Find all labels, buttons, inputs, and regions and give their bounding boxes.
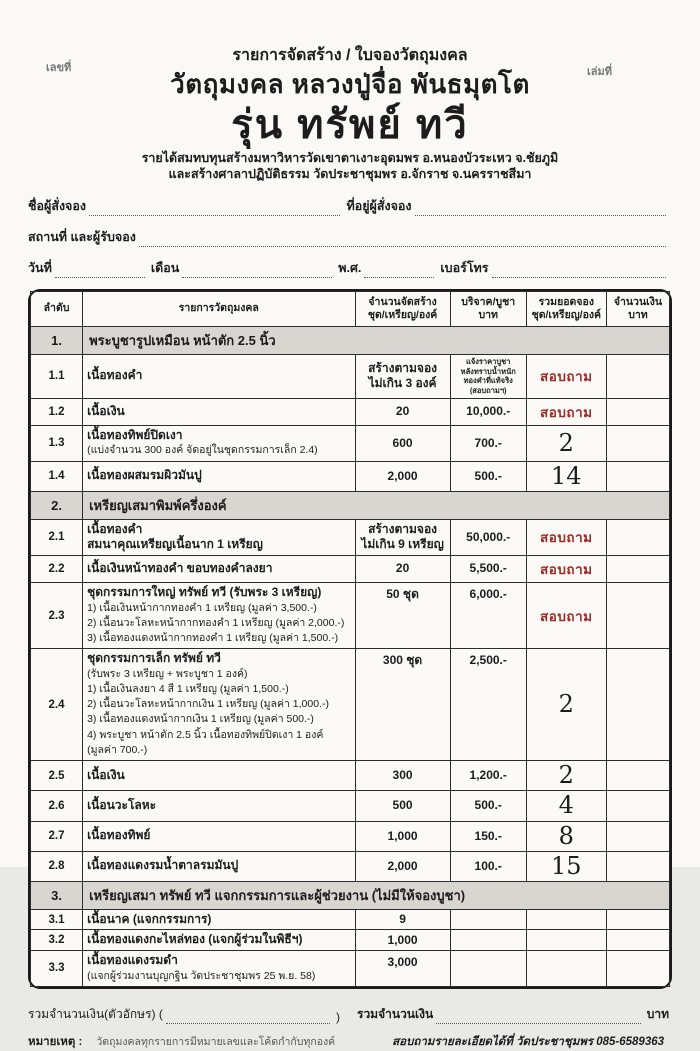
qty-cell: 1,000 xyxy=(355,930,450,951)
temple-title: วัตถุมงคล หลวงปู่จื่อ พันธมุตโต xyxy=(170,68,530,99)
orderer-info-block xyxy=(28,196,672,278)
item-cell: เนื้อทองผสมรมผิวมันปู xyxy=(83,461,355,491)
qty-cell: สร้างตามจอง ไม่เกิน 3 องค์ xyxy=(355,354,450,398)
booked-cell xyxy=(526,519,606,555)
row-2-8: 2.8 เนื้อทองแดงรมน้ำตาลรมมันปู 2,000 100.- 15 xyxy=(31,851,670,881)
row-2-4: 2.4 ชุดกรรมการเล็ก ทรัพย์ ทวี (รับพระ 3 เหรียญ + พระบูชา 1 องค์) 1) เนื้อเงินลงยา 4 สี 1 เหรียญ (มูลค่า 1,500.-) 2) เนื้อนวะโลหะหน้ากากเงิน 1 เหรียญ (มูลค่า 1,000.-) 3) เนื้อทองแดงหน้ากากเงิน 1 เหรียญ (มูลค่า 500.-) 4) พระบูชา หน้าตัก 2.5 นิ้ว เนื้อทองทิพย์ปิดเงา 1 องค์ (มูลค่า 700.-) 300 ชุด 2,500.- 2 xyxy=(31,649,670,761)
edition-title: รุ่น ทรัพย์ ทวี xyxy=(231,103,469,148)
section-row-1: 1. พระบูชารูปเหมือน หน้าตัก 2.5 นิ้ว xyxy=(31,326,670,354)
total-in-words-close: ) xyxy=(336,1009,340,1024)
amount-cell xyxy=(606,519,669,555)
phone-label: เบอร์โทร xyxy=(440,260,489,275)
price-cell xyxy=(450,951,526,987)
col-order: ลำดับ xyxy=(31,291,83,326)
booked-cell xyxy=(526,354,606,398)
qty-cell: 20 xyxy=(355,398,450,425)
contact-info: สอบถามรายละเอียดได้ที่ วัดประชาชุมพร 085-6589363 xyxy=(392,1035,665,1048)
item-cell: เนื้อทองแดงรมน้ำตาลรมมันปู xyxy=(83,851,355,881)
handwritten-count: 2 xyxy=(558,761,574,790)
booked-cell xyxy=(526,461,606,491)
item-cell: เนื้อทองคำ xyxy=(83,354,355,398)
item-cell: เนื้อทองทิพย์ xyxy=(83,821,355,851)
section-row-3: 3. เหรียญเสมา ทรัพย์ ทวี แจกกรรมการและผู้ช่วยงาน (ไม่มีให้จองบูชา) xyxy=(31,881,670,909)
ask-stamp: สอบถาม xyxy=(540,369,593,385)
price-cell: 500.- xyxy=(450,461,526,491)
price-cell: 700.- xyxy=(450,425,526,461)
item-cell: เนื้อเงิน xyxy=(83,398,355,425)
year-label: พ.ศ. xyxy=(338,260,362,275)
doc-no-label: เลขที่ xyxy=(46,62,72,74)
form-title: รายการจัดสร้าง / ใบจองวัตถุมงคล xyxy=(232,47,468,64)
price-cell: 50,000.- xyxy=(450,519,526,555)
row-1-4: 1.4 เนื้อทองผสมรมผิวมันปู 2,000 500.- 14 xyxy=(31,461,670,491)
section-title: เหรียญเสมา ทรัพย์ ทวี แจกกรรมการและผู้ช่วยงาน (ไม่มีให้จองบูชา) xyxy=(83,881,670,909)
qty-cell: 2,000 xyxy=(355,461,450,491)
total-in-words-label: รวมจำนวนเงิน(ตัวอักษร) ( xyxy=(28,1006,163,1021)
amount-cell xyxy=(606,821,669,851)
phone-blank xyxy=(492,264,667,277)
date-blank xyxy=(55,264,145,277)
handwritten-count: 8 xyxy=(558,821,574,850)
booked-cell xyxy=(526,555,606,582)
row-1-3: 1.3 เนื้อทองทิพย์ปิดเงา (แบ่งจำนวน 300 องค์ จัดอยู่ในชุดกรรมการเล็ก 2.4) 600 700.- 2 xyxy=(31,425,670,461)
orderer-name-label: ชื่อผู้สั่งจอง xyxy=(28,198,86,213)
col-booked: รวมยอดจอง ชุด/เหรียญ/องค์ xyxy=(526,291,606,326)
amount-cell xyxy=(606,425,669,461)
remark-text: วัตถุมงคลทุกรายการมีหมายเลขและโค้ดกำกับทุกองค์ xyxy=(96,1035,336,1048)
place-receiver-blank xyxy=(139,233,666,246)
booked-cell xyxy=(526,930,606,951)
year-blank xyxy=(364,264,434,277)
booked-cell xyxy=(526,951,606,987)
section-row-2: 2. เหรียญเสมาพิมพ์ครึ่งองค์ xyxy=(31,491,670,519)
items-table xyxy=(28,289,672,989)
price-cell xyxy=(450,909,526,930)
qty-cell: 2,000 xyxy=(355,851,450,881)
item-cell: เนื้อทองแดงรมดำ (แจกผู้ร่วมงานบุญกฐิน วัดประชาชุมพร 25 พ.ย. 58) xyxy=(83,951,355,987)
row-1-1: 1.1 เนื้อทองคำ สร้างตามจอง ไม่เกิน 3 องค์ แจ้งราคาบูชา หลังทราบน้ำหนัก ทองคำที่แท้จริง (สอบถามฯ) สอบถาม xyxy=(31,354,670,398)
total-amount-label: รวมจำนวนเงิน xyxy=(357,1006,434,1021)
item-cell: เนื้อเงิน xyxy=(83,761,355,791)
booked-cell xyxy=(526,909,606,930)
price-cell: 10,000.- xyxy=(450,398,526,425)
handwritten-count: 15 xyxy=(551,851,582,880)
amount-cell xyxy=(606,354,669,398)
price-cell: 500.- xyxy=(450,791,526,821)
booked-cell xyxy=(526,791,606,821)
handwritten-count: 2 xyxy=(558,690,574,719)
booked-cell xyxy=(526,821,606,851)
qty-cell: 20 xyxy=(355,555,450,582)
booked-cell xyxy=(526,649,606,761)
purpose-line-1: รายได้สมทบทุนสร้างมหาวิหารวัดเขาตาเงาะอุดมพร อ.หนองบัวระเหว จ.ชัยภูมิ xyxy=(141,151,559,166)
amount-cell xyxy=(606,555,669,582)
form-header xyxy=(28,46,672,183)
amount-cell xyxy=(606,791,669,821)
ask-stamp: สอบถาม xyxy=(540,530,593,546)
purpose-line-2: และสร้างศาลาปฏิบัติธรรม วัดประชาชุมพร อ.จักราช จ.นครราชสีมา xyxy=(168,167,532,182)
col-amount: จำนวนเงิน บาท xyxy=(606,291,669,326)
amount-cell xyxy=(606,761,669,791)
amount-cell xyxy=(606,930,669,951)
handwritten-count: 4 xyxy=(558,791,574,820)
row-2-1: 2.1 เนื้อทองคำ สมนาคุณเหรียญเนื้อนาก 1 เหรียญ สร้างตามจอง ไม่เกิน 9 เหรียญ 50,000.- สอบถาม xyxy=(31,519,670,555)
price-cell: 2,500.- xyxy=(450,649,526,761)
amount-cell xyxy=(606,951,669,987)
qty-cell: 50 ชุด xyxy=(355,582,450,648)
amount-cell xyxy=(606,398,669,425)
ask-stamp: สอบถาม xyxy=(540,561,593,577)
price-cell: 100.- xyxy=(450,851,526,881)
qty-cell: 500 xyxy=(355,791,450,821)
booked-cell xyxy=(526,425,606,461)
orderer-name-blank xyxy=(89,202,340,215)
item-cell: ชุดกรรมการเล็ก ทรัพย์ ทวี (รับพระ 3 เหรียญ + พระบูชา 1 องค์) 1) เนื้อเงินลงยา 4 สี 1 เหรียญ (มูลค่า 1,500.-) 2) เนื้อนวะโลหะหน้ากากเงิน 1 เหรียญ (มูลค่า 1,000.-) 3) เนื้อทองแดงหน้ากากเงิน 1 เหรียญ (มูลค่า 500.-) 4) พระบูชา หน้าตัก 2.5 นิ้ว เนื้อทองทิพย์ปิดเงา 1 องค์ (มูลค่า 700.-) xyxy=(83,649,355,761)
price-cell: 1,200.- xyxy=(450,761,526,791)
col-made-qty: จำนวนจัดสร้าง ชุด/เหรียญ/องค์ xyxy=(355,291,450,326)
amount-cell xyxy=(606,909,669,930)
qty-cell: สร้างตามจอง ไม่เกิน 9 เหรียญ xyxy=(355,519,450,555)
qty-cell: 300 ชุด xyxy=(355,649,450,761)
row-3-3: 3.3 เนื้อทองแดงรมดำ (แจกผู้ร่วมงานบุญกฐิน วัดประชาชุมพร 25 พ.ย. 58) 3,000 xyxy=(31,951,670,987)
orderer-address-label: ที่อยู่ผู้สั่งจอง xyxy=(346,198,412,213)
price-cell: แจ้งราคาบูชา หลังทราบน้ำหนัก ทองคำที่แท้จริง (สอบถามฯ) xyxy=(450,354,526,398)
baht-label: บาท xyxy=(646,1006,669,1021)
item-cell: เนื้อทองคำ สมนาคุณเหรียญเนื้อนาก 1 เหรียญ xyxy=(83,519,355,555)
item-cell: ชุดกรรมการใหญ่ ทรัพย์ ทวี (รับพระ 3 เหรียญ) 1) เนื้อเงินหน้ากากทองคำ 1 เหรียญ (มูลค่า 3,500.-) 2) เนื้อนวะโลหะหน้ากากทองคำ 1 เหรียญ (มูลค่า 2,000.-) 3) เนื้อทองแดงหน้ากากทองคำ 1 เหรียญ (มูลค่า 1,500.-) xyxy=(83,582,355,648)
qty-cell: 3,000 xyxy=(355,951,450,987)
item-cell: เนื้อนาค (แจกกรรมการ) xyxy=(83,909,355,930)
amount-cell xyxy=(606,649,669,761)
col-item: รายการวัตถุมงคล xyxy=(83,291,355,326)
item-cell: เนื้อทองทิพย์ปิดเงา (แบ่งจำนวน 300 องค์ จัดอยู่ในชุดกรรมการเล็ก 2.4) xyxy=(83,425,355,461)
price-cell xyxy=(450,930,526,951)
col-price: บริจาค/บูชา บาท xyxy=(450,291,526,326)
price-cell: 6,000.- xyxy=(450,582,526,648)
total-amount-blank xyxy=(436,1011,641,1024)
place-receiver-label: สถานที่ และผู้รับจอง xyxy=(28,229,136,244)
booked-cell xyxy=(526,761,606,791)
orderer-address-blank xyxy=(415,202,666,215)
ask-stamp: สอบถาม xyxy=(540,608,593,624)
row-2-5: 2.5 เนื้อเงิน 300 1,200.- 2 xyxy=(31,761,670,791)
row-3-1: 3.1 เนื้อนาค (แจกกรรมการ) 9 xyxy=(31,909,670,930)
row-1-2: 1.2 เนื้อเงิน 20 10,000.- สอบถาม xyxy=(31,398,670,425)
ask-stamp: สอบถาม xyxy=(540,404,593,420)
price-cell: 5,500.- xyxy=(450,555,526,582)
month-label: เดือน xyxy=(150,260,180,275)
qty-cell: 1,000 xyxy=(355,821,450,851)
amount-cell xyxy=(606,582,669,648)
total-in-words-blank xyxy=(166,1011,330,1024)
handwritten-count: 14 xyxy=(551,461,582,490)
booked-cell xyxy=(526,398,606,425)
month-blank xyxy=(182,264,332,277)
amount-cell xyxy=(606,461,669,491)
table-header-row xyxy=(31,291,670,326)
qty-cell: 9 xyxy=(355,909,450,930)
section-title: เหรียญเสมาพิมพ์ครึ่งองค์ xyxy=(83,491,670,519)
date-label: วันที่ xyxy=(28,260,52,275)
handwritten-count: 2 xyxy=(558,428,574,457)
item-cell: เนื้อทองแดงกะไหล่ทอง (แจกผู้ร่วมในพิธีฯ) xyxy=(83,930,355,951)
row-2-3: 2.3 ชุดกรรมการใหญ่ ทรัพย์ ทวี (รับพระ 3 เหรียญ) 1) เนื้อเงินหน้ากากทองคำ 1 เหรียญ (มูลค่า 3,500.-) 2) เนื้อนวะโลหะหน้ากากทองคำ 1 เหรียญ (มูลค่า 2,000.-) 3) เนื้อทองแดงหน้ากากทองคำ 1 เหรียญ (มูลค่า 1,500.-) 50 ชุด 6,000.- สอบถาม xyxy=(31,582,670,648)
item-cell: เนื้อนวะโลหะ xyxy=(83,791,355,821)
form-footer xyxy=(28,1005,672,1051)
qty-cell: 300 xyxy=(355,761,450,791)
row-2-7: 2.7 เนื้อทองทิพย์ 1,000 150.- 8 xyxy=(31,821,670,851)
book-no-label: เล่มที่ xyxy=(586,66,612,78)
booked-cell xyxy=(526,582,606,648)
booked-cell xyxy=(526,851,606,881)
qty-cell: 600 xyxy=(355,425,450,461)
amount-cell xyxy=(606,851,669,881)
row-3-2: 3.2 เนื้อทองแดงกะไหล่ทอง (แจกผู้ร่วมในพิธีฯ) 1,000 xyxy=(31,930,670,951)
price-cell: 150.- xyxy=(450,821,526,851)
remark-label: หมายเหตุ : xyxy=(28,1035,83,1048)
row-2-2: 2.2 เนื้อเงินหน้าทองคำ ขอบทองคำลงยา 20 5,500.- สอบถาม xyxy=(31,555,670,582)
section-title: พระบูชารูปเหมือน หน้าตัก 2.5 นิ้ว xyxy=(83,326,670,354)
item-cell: เนื้อเงินหน้าทองคำ ขอบทองคำลงยา xyxy=(83,555,355,582)
row-2-6: 2.6 เนื้อนวะโลหะ 500 500.- 4 xyxy=(31,791,670,821)
